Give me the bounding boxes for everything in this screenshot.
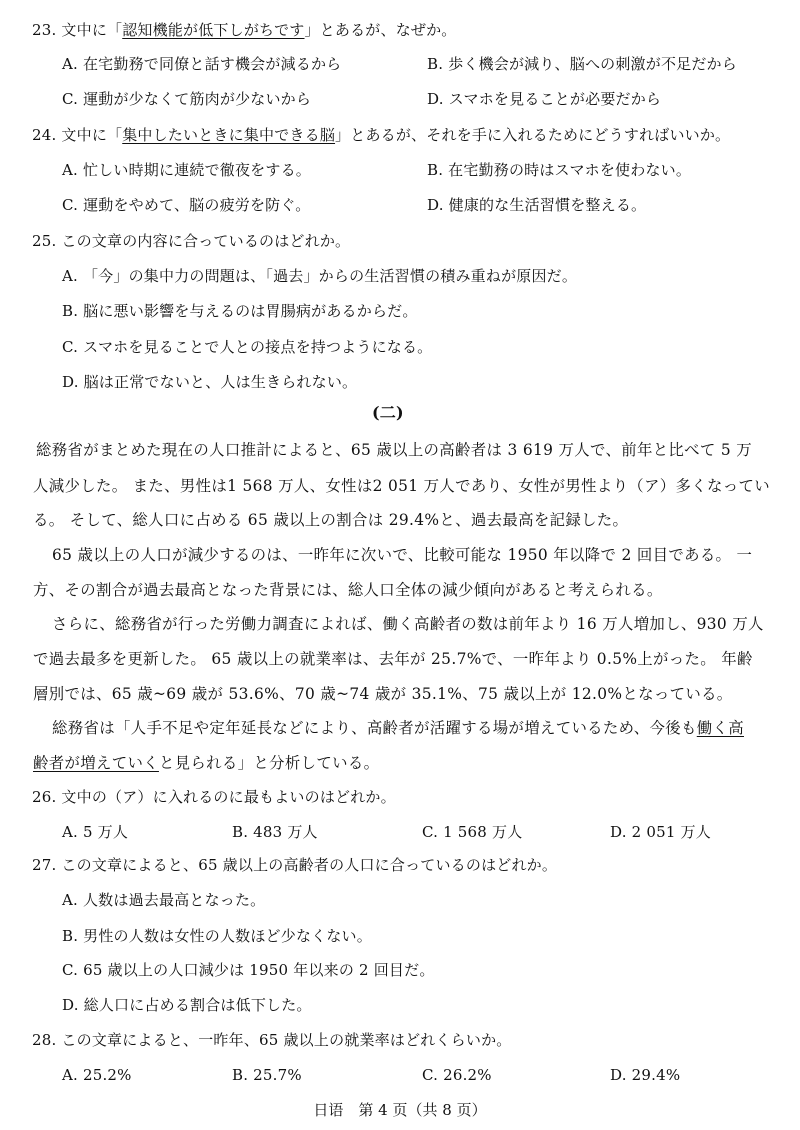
passage-line: 65 歳以上の人口が減少するのは、一昨年に次いで、比較可能な 1950 年以降で 2 回目である。 一 [52, 546, 753, 564]
q26-option-a: A. 5 万人 [62, 823, 129, 841]
question-23-underlined: 認知機能が低下しがちです [122, 21, 305, 39]
q25-option-b: B. 脳に悪い影響を与えるのは胃腸病があるからだ。 [62, 302, 418, 320]
question-23 [32, 20, 457, 40]
q24-option-c: C. 運動をやめて、脳の疲労を防ぐ。 [62, 196, 311, 214]
question-24-underlined: 集中したいときに集中できる脳 [122, 126, 336, 144]
q26-option-c: C. 1 568 万人 [422, 823, 523, 841]
q28-option-c: C. 26.2% [422, 1066, 492, 1084]
q28-option-d: D. 29.4% [610, 1066, 681, 1084]
passage-text: 総務省は「人手不足や定年延長などにより、高齢者が活躍する場が増えているため、今後も [52, 719, 697, 737]
q27-option-d: D. 総人口に占める割合は低下した。 [62, 996, 312, 1014]
q23-option-c: C. 運動が少なくて筋肉が少ないから [62, 90, 312, 108]
q24-option-d: D. 健康的な生活習慣を整える。 [427, 196, 647, 214]
question-23-prefix: 23. 文中に「 [32, 21, 123, 39]
q24-option-a: A. 忙しい時期に連続で徹夜をする。 [62, 161, 311, 179]
question-24-suffix: 」とあるが、それを手に入れるためにどうすればいいか。 [335, 126, 731, 144]
question-23-suffix: 」とあるが、なぜか。 [304, 21, 457, 39]
passage-line: 総務省がまとめた現在の人口推計によると、65 歳以上の高齢者は 3 619 万人で、前年と比べて 5 万 [36, 441, 753, 459]
q25-option-a: A. 「今」の集中力の問題は、「過去」からの生活習慣の積み重ねが原因だ。 [62, 267, 578, 285]
question-28: 28. この文章によると、一昨年、65 歳以上の就業率はどれくらいか。 [32, 1031, 512, 1049]
q28-option-b: B. 25.7% [232, 1066, 302, 1084]
q23-option-a: A. 在宅勤務で同僚と話す機会が減るから [62, 55, 342, 73]
q23-option-b: B. 歩く機会が減り、脳への刺激が不足だから [427, 55, 737, 73]
passage-underlined: 働く高 [696, 719, 744, 737]
q26-option-b: B. 483 万人 [232, 823, 318, 841]
q25-option-c: C. スマホを見ることで人との接点を持つようになる。 [62, 338, 433, 356]
q26-option-d: D. 2 051 万人 [610, 823, 711, 841]
passage-line: 人減少した。 また、男性は1 568 万人、女性は2 051 万人であり、女性が男性より（ア）多くなってい [33, 477, 770, 495]
passage-line: る。 そして、総人口に占める 65 歳以上の割合は 29.4%と、過去最高を記録した。 [33, 511, 629, 529]
q27-option-b: B. 男性の人数は女性の人数ほど少なくない。 [62, 927, 372, 945]
q23-option-d: D. スマホを見ることが必要だから [427, 90, 662, 108]
q28-option-a: A. 25.2% [62, 1066, 132, 1084]
question-24 [32, 125, 730, 145]
passage-underlined: 齢者が増えていく [33, 754, 159, 772]
page-footer: 日语 第 4 页（共 8 页） [313, 1101, 487, 1119]
passage-line: で過去最多を更新した。 65 歳以上の就業率は、去年が 25.7%で、一昨年より 0.5%上がった。 年齢 [33, 650, 753, 668]
question-24-prefix: 24. 文中に「 [32, 126, 123, 144]
passage-line: 方、その割合が過去最高となった背景には、総人口全体の減少傾向があると考えられる。 [33, 581, 663, 599]
q27-option-a: A. 人数は過去最高となった。 [62, 891, 266, 909]
question-26: 26. 文中の（ア）に入れるのに最もよいのはどれか。 [32, 788, 396, 806]
q25-option-d: D. 脳は正常でないと、人は生きられない。 [62, 373, 358, 391]
passage-line: 層別では、65 歳~69 歳が 53.6%、70 歳~74 歳が 35.1%、75 歳以上が 12.0%となっている。 [33, 685, 733, 703]
q27-option-c: C. 65 歳以上の人口減少は 1950 年以来の 2 回目だ。 [62, 961, 435, 979]
question-25: 25. この文章の内容に合っているのはどれか。 [32, 232, 351, 250]
section-title: (二) [372, 403, 404, 422]
passage-line [33, 753, 379, 773]
question-27: 27. この文章によると、65 歳以上の高齢者の人口に合っているのはどれか。 [32, 856, 558, 874]
passage-line: さらに、総務省が行った労働力調査によれば、働く高齢者の数は前年より 16 万人増加し、930 万人 [52, 615, 764, 633]
q24-option-b: B. 在宅勤務の時はスマホを使わない。 [427, 161, 692, 179]
passage-line [52, 718, 744, 738]
passage-text: と見られる」と分析している。 [158, 754, 380, 772]
